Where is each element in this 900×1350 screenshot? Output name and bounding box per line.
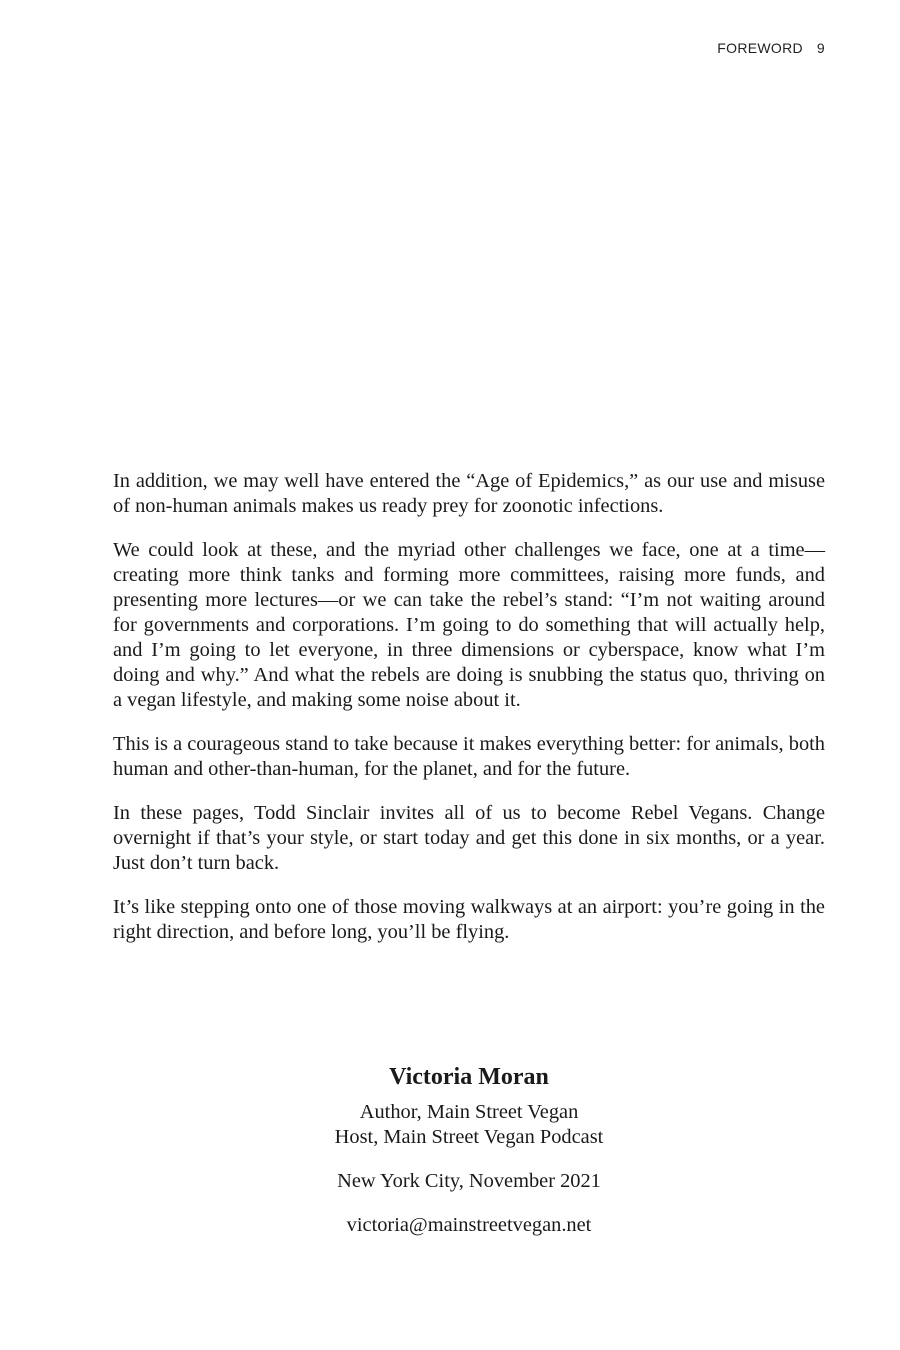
paragraph-5: It’s like stepping onto one of those moving walkways at an airport: you’re going in the right direction, and before long, you’ll be flying. <box>113 896 825 943</box>
place-date: New York City, November 2021 <box>337 1170 601 1192</box>
section-title: FOREWORD <box>717 40 803 56</box>
body-text <box>113 469 825 964</box>
author-email: victoria@mainstreetvegan.net <box>346 1214 592 1236</box>
page-number: 9 <box>816 40 825 56</box>
running-head <box>717 40 825 56</box>
paragraph-2: We could look at these, and the myriad other challenges we face, one at a time—creating more think tanks and forming more committees, raising more funds, and presenting more lectures—or we can take the rebel’s stand: “I’m not waiting around for governments and corporations. I’m going to do something that will actually help, and I’m going to let everyone, in three dimensions or cyberspace, know what I’m doing and why.” And what the rebels are doing is snubbing the status quo, thriving on a vegan lifestyle, and making some noise about it. <box>113 539 825 711</box>
signature-block <box>113 1062 825 1238</box>
author-role-2: Host, Main Street Vegan Podcast <box>334 1126 604 1148</box>
paragraph-4: In these pages, Todd Sinclair invites all of us to become Rebel Vegans. Change overnight if that’s your style, or start today and get this done in six months, or a year. Just don’t turn back. <box>113 802 825 874</box>
author-name: Victoria Moran <box>389 1064 549 1090</box>
paragraph-3: This is a courageous stand to take because it makes everything better: for animals, both human and other-than-human, for the planet, and for the future. <box>113 733 825 780</box>
paragraph-1: In addition, we may well have entered the “Age of Epidemics,” as our use and misuse of non-human animals makes us ready prey for zoonotic infections. <box>113 470 825 517</box>
author-role-1: Author, Main Street Vegan <box>359 1101 579 1123</box>
